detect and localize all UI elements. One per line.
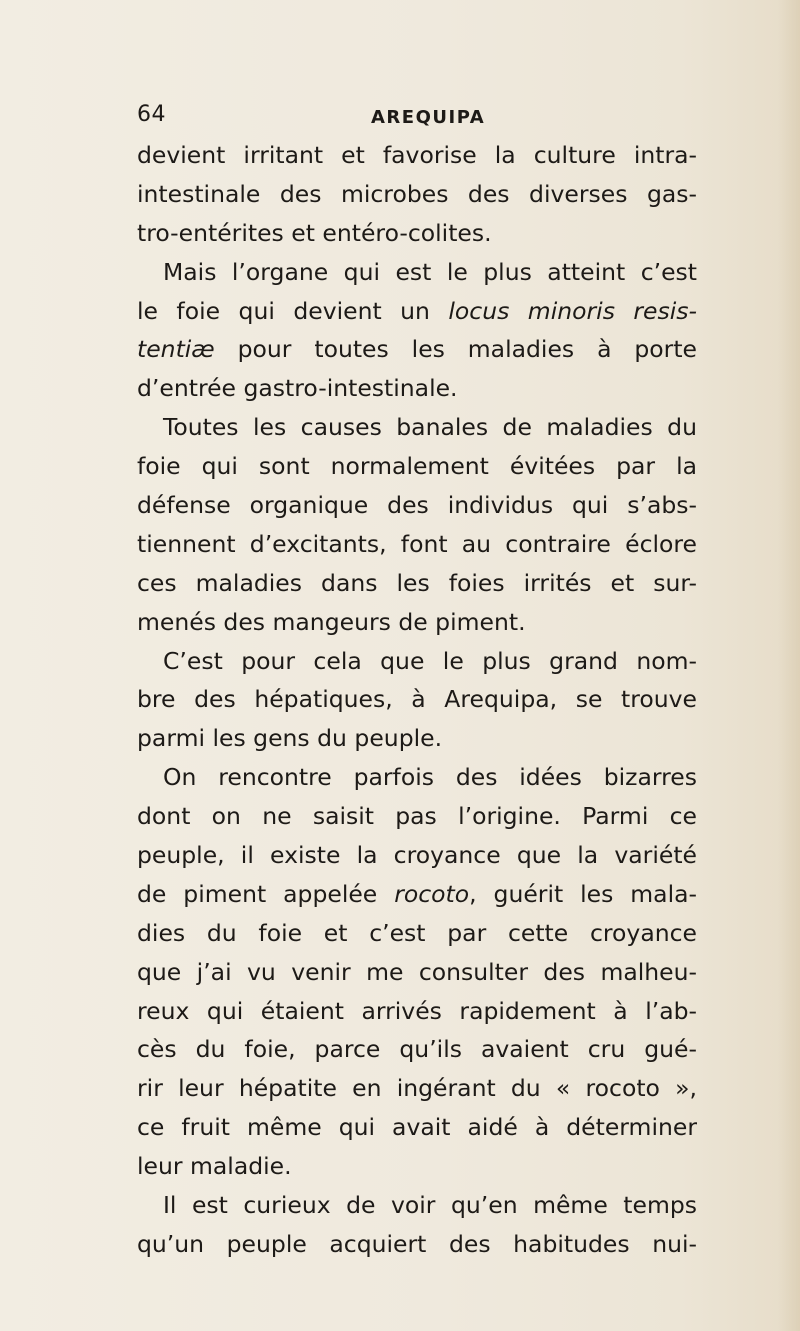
text-line: Toutes les causes banales de maladies du [163, 413, 697, 442]
text-line: ce fruit même qui avait aidé à déterminer [137, 1113, 697, 1142]
running-title: AREQUIPA [371, 107, 486, 128]
text-line [137, 330, 697, 369]
text-line: tro-entérites et entéro-colites. [137, 218, 492, 247]
text-line: reux qui étaient arrivés rapidement à l’ab- [137, 996, 697, 1025]
text-line: qu’un peuple acquiert des habitudes nui- [137, 1229, 697, 1258]
text-line [137, 875, 697, 914]
latin-phrase: locus minoris resis- [448, 296, 697, 325]
text-line: Il est curieux de voir qu’en même temps [163, 1191, 697, 1220]
text-line [137, 292, 697, 331]
text-line: rir leur hépatite en ingérant du « rocoto », [137, 1074, 697, 1103]
page-edge-shadow [778, 0, 800, 1331]
text-line: On rencontre parfois des idées bizarres [163, 763, 697, 792]
text-line: d’entrée gastro-intestinale. [137, 374, 458, 403]
text-line: intestinale des microbes des diverses gas- [137, 179, 697, 208]
text-line: que j’ai vu venir me consulter des malheu- [137, 957, 697, 986]
text-line: leur maladie. [137, 1152, 292, 1181]
text-line: dont on ne saisit pas l’origine. Parmi ce [137, 802, 697, 831]
text-run: pour toutes les maladies à porte [214, 335, 697, 364]
text-line: ces maladies dans les foies irrités et sur- [137, 568, 697, 597]
page-header [137, 102, 697, 132]
latin-phrase: tentiæ [137, 335, 215, 364]
text-run: , guérit les mala- [469, 879, 697, 908]
text-line: C’est pour cela que le plus grand nom- [163, 646, 697, 675]
text-line: foie qui sont normalement évitées par la [137, 452, 697, 481]
text-line: Mais l’organe qui est le plus atteint c’est [163, 257, 697, 286]
text-line: défense organique des individus qui s’abs- [137, 491, 697, 520]
text-run: de piment appelée [137, 879, 395, 908]
text-line: devient irritant et favorise la culture intra- [137, 141, 697, 169]
text-line: menés des mangeurs de piment. [137, 607, 526, 636]
text-line: peuple, il existe la croyance que la variété [137, 841, 697, 870]
page-number: 64 [137, 102, 166, 127]
text-line: parmi les gens du peuple. [137, 724, 443, 753]
text-line: cès du foie, parce qu’ils avaient cru gué- [137, 1035, 697, 1064]
rocoto-term: rocoto [394, 879, 470, 908]
text-run: le foie qui devient un [137, 296, 449, 325]
text-line: bre des hépatiques, à Arequipa, se trouve [137, 685, 697, 714]
text-line: dies du foie et c’est par cette croyance [137, 918, 697, 947]
body-text [137, 136, 697, 1264]
text-line: tiennent d’excitants, font au contraire éclore [137, 529, 697, 558]
